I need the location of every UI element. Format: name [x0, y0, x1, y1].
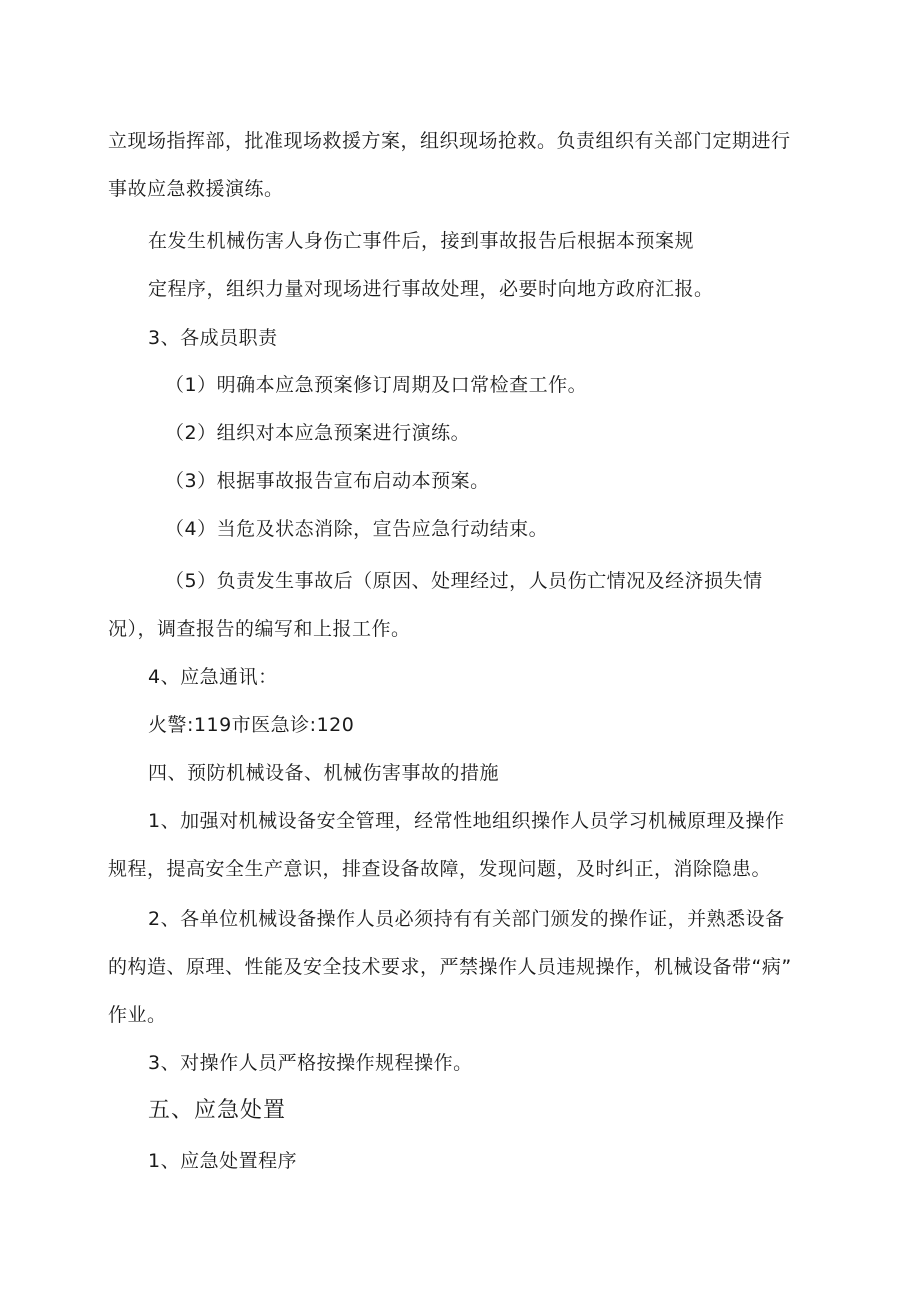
list-item: （1）明确本应急预案修订周期及口常检查工作。: [165, 374, 588, 396]
list-item: （3）根据事故报告宣布启动本预案。: [165, 470, 490, 492]
paragraph-line: 事故应急救援演练。: [108, 178, 284, 200]
contact-line: 火警:119市医急诊:120: [148, 714, 355, 736]
section-heading: 四、预防机械设备、机械伤害事故的措施: [148, 762, 500, 784]
paragraph-line: 规程，提高安全生产意识，排查设备故障，发现问题，及时纠正，消除隐患。: [108, 858, 772, 880]
paragraph-line: 的构造、原理、性能及安全技术要求，严禁操作人员违规操作，机械设备带“病”: [108, 956, 792, 978]
paragraph-line: 1、加强对机械设备安全管理，经常性地组织操作人员学习机械原理及操作: [148, 810, 785, 832]
section-heading: 4、应急通讯：: [148, 666, 278, 688]
section-heading: 3、各成员职责: [148, 327, 278, 349]
paragraph-line: 2、各单位机械设备操作人员必须持有有关部门颁发的操作证，并熟悉设备: [148, 908, 785, 930]
list-item: （4）当危及状态消除，宣告应急行动结束。: [165, 518, 549, 540]
chapter-heading: 五、应急处置: [148, 1098, 287, 1123]
paragraph-line: 作业。: [108, 1004, 167, 1026]
paragraph-line: 在发生机械伤害人身伤亡事件后，接到事故报告后根据本预案规: [148, 230, 695, 252]
paragraph-line: 3、对操作人员严格按操作规程操作。: [148, 1052, 473, 1074]
section-heading: 1、应急处置程序: [148, 1150, 298, 1172]
paragraph-line: 况），调查报告的编写和上报工作。: [108, 618, 411, 640]
paragraph-line: 立现场指挥部，批准现场救援方案，组织现场抢救。负责组织有关部门定期进行: [108, 130, 791, 152]
list-item: （5）负责发生事故后（原因、处理经过，人员伤亡情况及经济损失情: [165, 570, 763, 592]
paragraph-line: 定程序，组织力量对现场进行事故处理，必要时向地方政府汇报。: [148, 278, 714, 300]
list-item: （2）组织对本应急预案进行演练。: [165, 422, 471, 444]
